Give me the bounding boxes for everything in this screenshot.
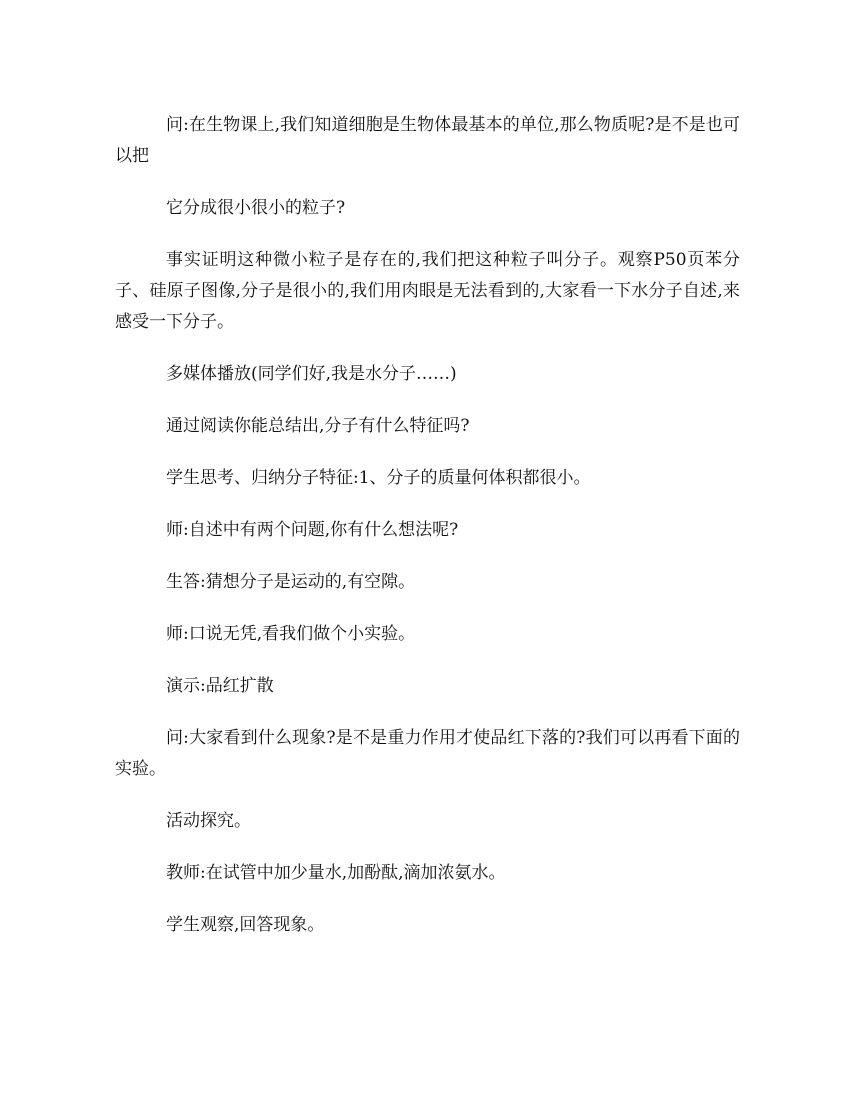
paragraph-teacher-procedure: 教师:在试管中加少量水,加酚酞,滴加浓氨水。 <box>166 863 506 883</box>
paragraph-student-answer: 生答:猜想分子是运动的,有空隙。 <box>166 572 416 592</box>
document-body <box>115 110 740 962</box>
paragraph-student-summary: 学生思考、归纳分子特征:1、分子的质量何体积都很小。 <box>166 468 591 488</box>
paragraph-teacher-question: 师:自述中有两个问题,你有什么想法呢? <box>166 520 459 540</box>
paragraph-teacher-experiment: 师:口说无凭,看我们做个小实验。 <box>166 624 416 644</box>
paragraph-molecule-evidence: 事实证明这种微小粒子是存在的,我们把这种粒子叫分子。观察P50页苯分子、硅原子图像,分子是很小的,我们用肉眼是无法看到的,大家看一下水分子自述,来感受一下分子。 <box>115 250 740 332</box>
paragraph-summarize-features: 通过阅读你能总结出,分子有什么特征吗? <box>166 416 470 436</box>
paragraph-question-phenomenon: 问:大家看到什么现象?是不是重力作用才使品红下落的?我们可以再看下面的实验。 <box>115 728 740 779</box>
paragraph-activity: 活动探究。 <box>166 811 251 831</box>
paragraph-question-cell-matter: 问:在生物课上,我们知道细胞是生物体最基本的单位,那么物质呢?是不是也可以把 <box>115 115 740 166</box>
paragraph-tiny-particles: 它分成很小很小的粒子? <box>166 198 346 218</box>
paragraph-multimedia: 多媒体播放(同学们好,我是水分子……) <box>166 364 457 384</box>
paragraph-student-observe: 学生观察,回答现象。 <box>166 915 325 935</box>
paragraph-demonstration: 演示:品红扩散 <box>166 676 274 696</box>
